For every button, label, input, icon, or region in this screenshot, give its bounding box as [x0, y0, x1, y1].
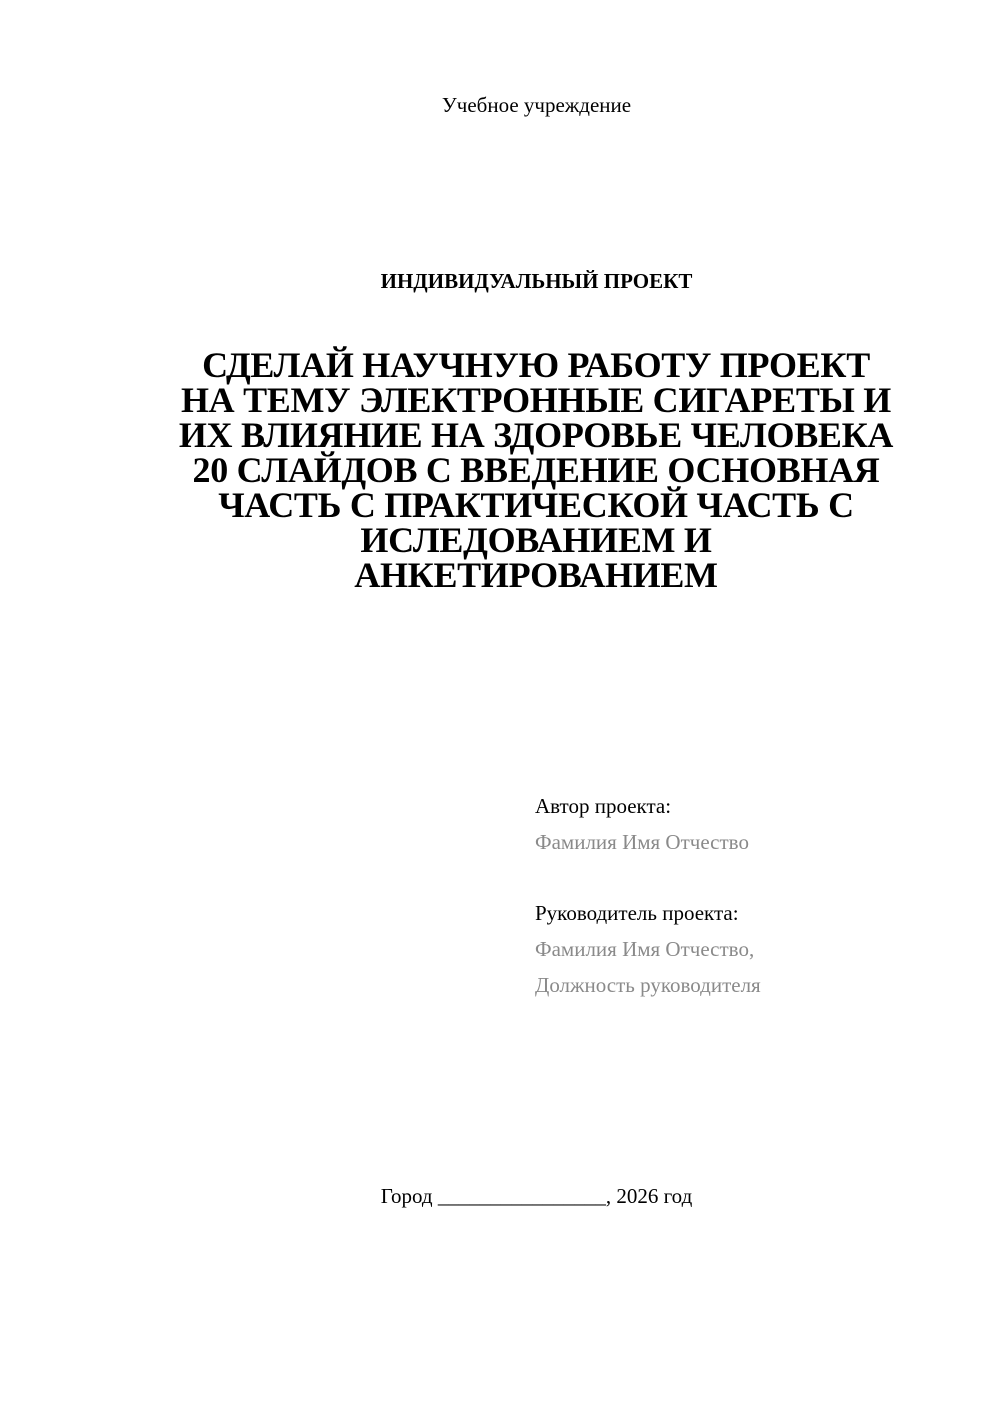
supervisor-name: Фамилия Имя Отчество,: [535, 937, 755, 961]
project-title: [120, 345, 952, 595]
project-credits: [535, 788, 975, 1003]
title-line: ИСЛЕДОВАНИЕМ И: [360, 520, 712, 560]
title-line: НА ТЕМУ ЭЛЕКТРОННЫЕ СИГАРЕТЫ И: [180, 380, 892, 420]
supervisor-label: Руководитель проекта:: [535, 901, 739, 925]
supervisor-position: Должность руководителя: [535, 973, 761, 997]
credits-spacer: [535, 860, 975, 895]
project-type-heading: ИНДИВИДУАЛЬНЫЙ ПРОЕКТ: [380, 269, 693, 293]
institution-name: Учебное учреждение: [441, 93, 632, 117]
title-line: СДЕЛАЙ НАУЧНУЮ РАБОТУ ПРОЕКТ: [202, 345, 870, 385]
author-label: Автор проекта:: [535, 794, 672, 818]
title-line: АНКЕТИРОВАНИЕМ: [354, 555, 718, 595]
title-line: ЧАСТЬ С ПРАКТИЧЕСКОЙ ЧАСТЬ С: [218, 485, 854, 525]
title-line: 20 СЛАЙДОВ С ВВЕДЕНИЕ ОСНОВНАЯ: [192, 450, 880, 490]
author-name: Фамилия Имя Отчество: [535, 830, 749, 854]
title-line: ИХ ВЛИЯНИЕ НА ЗДОРОВЬЕ ЧЕЛОВЕКА: [178, 415, 894, 455]
city-year-line: Город ________________, 2026 год: [380, 1184, 693, 1208]
